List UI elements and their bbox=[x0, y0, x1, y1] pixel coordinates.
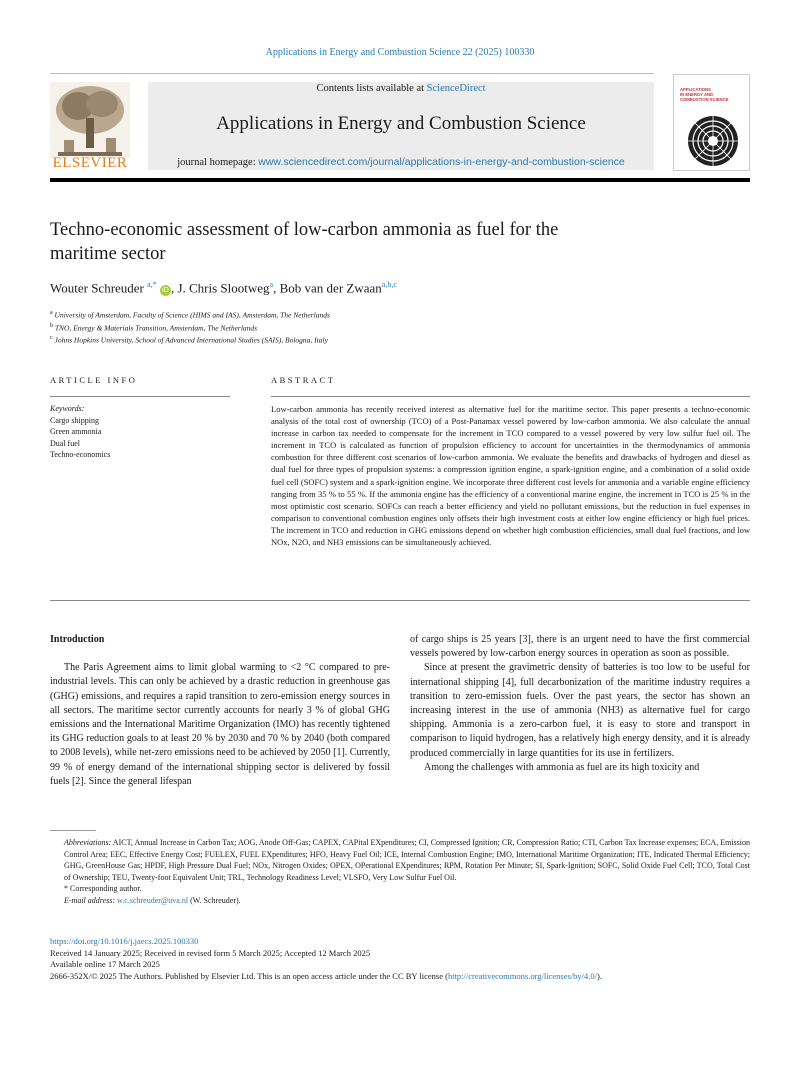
body-column-right bbox=[410, 633, 750, 775]
journal-banner bbox=[148, 82, 654, 170]
article-title: Techno-economic assessment of low-carbon ammonia as fuel for the maritime sector bbox=[50, 220, 559, 264]
author-name[interactable]: Wouter Schreuder bbox=[50, 280, 144, 296]
cover-pattern-icon bbox=[687, 115, 739, 167]
body-column-left bbox=[50, 633, 390, 789]
article-dates: Received 14 January 2025; Received in revised form 5 March 2025; Accepted 12 March 2025 bbox=[50, 947, 371, 958]
affiliation: $^b$ TNO, Energy & Materials Transition, Amsterdam, The Netherlands bbox=[50, 322, 258, 332]
sciencedirect-link[interactable]: ScienceDirect bbox=[426, 83, 486, 94]
keyword: Dual fuel bbox=[50, 438, 80, 448]
journal-name: Applications in Energy and Combustion Science bbox=[216, 113, 586, 134]
masthead-bottom-rule bbox=[50, 178, 750, 182]
keyword: Green ammonia bbox=[50, 427, 102, 436]
keyword: Techno-economics bbox=[50, 450, 111, 459]
author-name[interactable]: Bob van der Zwaan bbox=[279, 280, 382, 296]
keywords-block bbox=[50, 403, 110, 461]
running-head[interactable]: Applications in Energy and Combustion Science 22 (2025) 100330 bbox=[265, 47, 535, 58]
cover-title: APPLICATIONS IN ENERGY AND COMBUSTION SCIENCE bbox=[680, 87, 729, 102]
email-link[interactable]: w.c.schreuder@uva.nl bbox=[117, 895, 189, 905]
paragraph: Since at present the gravimetric density of batteries is too low to be useful for international shipping [4], full decarbonization of the maritime industry requires a transition to zero-emission fuels. Over the past years, the sector has shown an increasing interest in the use of ammonia (NH3) as alternative fuel for cargo shipping. Ammonia is a zero-carbon fuel, it is easy to store and transport in comparison to liquid hydrogen, has a relatively high energy density, and it is already produced commercially in large quantities for its use in fertilizers. bbox=[410, 662, 750, 759]
contents-line: Contents lists available at ScienceDirect bbox=[316, 83, 486, 94]
article-metadata bbox=[50, 936, 750, 982]
corresponding-author-note: * Corresponding author. bbox=[64, 884, 142, 893]
keyword: Cargo shipping bbox=[50, 415, 99, 425]
abstract-rule bbox=[271, 396, 750, 397]
license-line: 2666-352X/© 2025 The Authors. Published by Elsevier Ltd. This is an open access article under the CC BY license (http://creativecommons.org/licenses/by/4.0/). bbox=[50, 970, 602, 981]
article-info-rule bbox=[50, 396, 230, 397]
abstract-text: Low-carbon ammonia has recently received interest as alternative fuel for the maritime sector. This paper presents a techno-economic analysis of the total cost of ownership (TCO) of a Post-Panamax vessel powered by low-carbon ammonia. We also calculate the annual increase in carbon tax needed to compensate for the increment in TCO compared to a vessel powered by very low sulfur fuel oil. The increment in TCO is calculated as function of propulsion efficiency to account for uncertainties in the thermodynamics of ammonia combustion for three different cost scenarios of low-carbon ammonia. We evaluate the benefits and drawbacks of hydrogen and diesel as dual fuel for three types of propulsion systems: a compression ignition engine, a spark-ignition engine, and a combination of a solid oxide fuel cell (SOFC) system and a spark-ignition engine. We incorporate three different cost levels for ammonia and a variable engine efficiency ranging from 35 % to 55 %. If the ammonia engine has the efficiency of a conventional marine engine, the increment in TCO is 25 % in the most optimistic cost scenario. SOFCs can reach a better efficiency and yield no pollutant emissions, but the reduction in fuel expenses in comparison to conventional combustion engines only offsets their high investment costs at either low engine efficiency or high fuel prices. The increment in TCO and reduction in GHG emissions depend on whether high combustion efficiencies, small dual fuel fractions, and low NOx, N2O, and NH3 emissions can be simultaneously achieved. bbox=[271, 404, 750, 548]
paragraph: The Paris Agreement aims to limit global warming to <2 °C compared to pre-industrial levels. This can only be achieved by a drastic reduction in greenhouse gas (GHG) emissions, and requires a rapid transition to zero-emission energy sources in all sectors. The maritime sector currently accounts for nearly 3 % of global GHG emissions and the International Maritime Organization (IMO) has recently tightened its GHG reduction goals to at least 20 % by 2030 and 70 % by 2040 (both compared to 2008 levels), while net-zero emissions need to be achieved by 2050 [1]. Currently, 99 % of energy demand of the international shipping sector is delivered by fossil fuels [2]. Since the general lifespan bbox=[50, 662, 390, 787]
affiliation-list bbox=[50, 308, 330, 346]
paragraph: of cargo ships is 25 years [3], there is an urgent need to have the first commercial vessels powered by low-carbon energy sources in operation as soon as possible. bbox=[410, 634, 750, 660]
author-affiliation-marker[interactable]: a bbox=[269, 280, 274, 289]
affiliation: $^a$ University of Amsterdam, Faculty of Science (HIMS and IAS), Amsterdam, The Netherlands bbox=[50, 310, 330, 320]
author-name[interactable]: J. Chris Slootweg bbox=[177, 280, 270, 296]
footnote-rule bbox=[50, 830, 96, 831]
homepage-link[interactable]: www.sciencedirect.com/journal/applications-in-energy-and-combustion-science bbox=[258, 156, 625, 168]
elsevier-wordmark: ELSEVIER bbox=[52, 155, 128, 171]
orcid-icon[interactable]: iD bbox=[160, 285, 171, 296]
abstract-heading: ABSTRACT bbox=[271, 375, 336, 385]
paragraph: Among the challenges with ammonia as fuel are its high toxicity and bbox=[424, 761, 700, 773]
masthead bbox=[50, 73, 750, 183]
license-link[interactable]: http://creativecommons.org/licenses/by/4.0/ bbox=[447, 970, 597, 981]
journal-cover-thumbnail[interactable] bbox=[673, 74, 750, 171]
article-info-heading: ARTICLE INFO bbox=[50, 375, 138, 385]
masthead-top-rule bbox=[50, 73, 654, 74]
keywords-label: Keywords: bbox=[50, 404, 85, 413]
doi-link[interactable]: https://doi.org/10.1016/j.jaecs.2025.100330 bbox=[50, 936, 199, 946]
journal-homepage: journal homepage: www.sciencedirect.com/journal/applications-in-energy-and-combustion-science bbox=[177, 156, 625, 168]
author-affiliation-marker[interactable]: a,b,c bbox=[381, 280, 397, 289]
affiliation: $^c$ Johns Hopkins University, School of Advanced International Studies (SAIS), Bologna, Italy bbox=[50, 335, 328, 345]
author-list: Wouter Schreuder $^{a,*}$ iD , J. Chris Slootweg$^a$, Bob van der Zwaan$^{a,b,c}$ bbox=[50, 280, 397, 296]
abstract-bottom-rule bbox=[50, 600, 750, 601]
author-affiliation-marker[interactable]: a,* bbox=[147, 280, 157, 289]
footnotes bbox=[50, 837, 750, 906]
abbreviations-footnote: Abbreviations: AICT, Annual Increase in Carbon Tax; AOG, Anode Off-Gas; CAPEX, CAPital EXpenditures; CI, Compressed Ignition; CR, Compression Ratio; CTI, Carbon Tax Increase expenses; ECA, Emission Control Area; EEC, Effective Energy Cost; FUELEX, FUEL EXpenditures; HFO, Heavy Fuel Oil; ICE, Internal Combustion Engine; IMO, International Maritime Organization; ITE, Indicated Thermal Efficiency; GHG, GreenHouse Gas; HPDF, High Pressure Dual Fuel; NOx, Nitrogen Oxides; OPEX, OPerational EXpenditures; RPM, Rotation Per Minute; SI, Spark-Ignition; SOFC, Solid Oxide Fuel Cell; TCO, Total Cost of Ownership; TEU, Twenty-foot Equivalent Unit; TRL, Technology Readiness Level; VLSFO, Very Low Sulfur Fuel Oil. bbox=[64, 838, 750, 882]
available-online: Available online 17 March 2025 bbox=[50, 959, 160, 969]
section-heading: Introduction bbox=[50, 634, 105, 645]
email-note: E-mail address: w.c.schreuder@uva.nl (W. Schreuder). bbox=[64, 895, 241, 905]
